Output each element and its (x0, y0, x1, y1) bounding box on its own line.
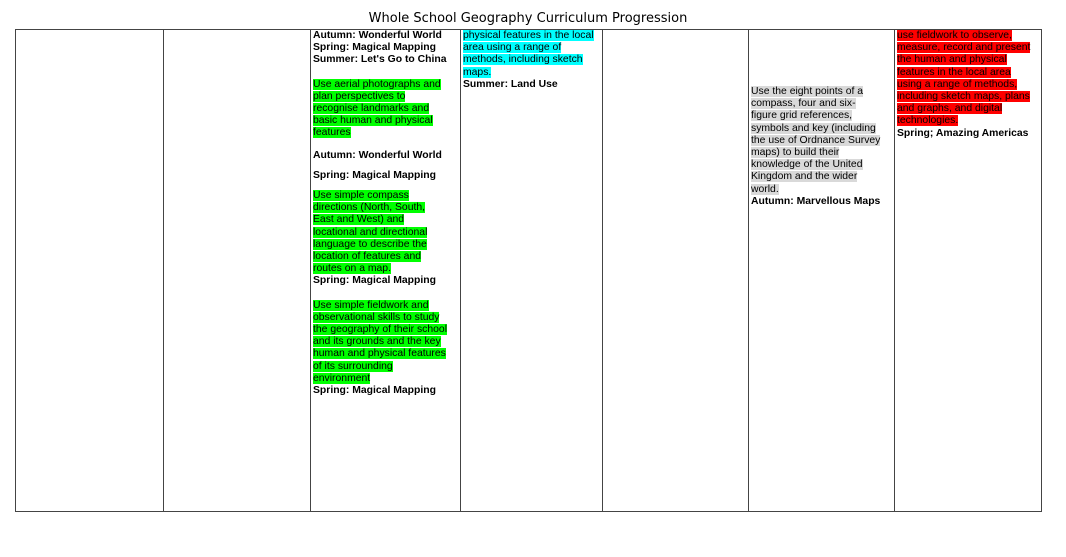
term-label: Spring: Magical Mapping (313, 385, 436, 397)
objective-text: Use simple fieldwork and observational skills to study the geography of their school and its grounds and the key human and physical features of its surrounding environment (313, 299, 448, 384)
objective-text: use fieldwork to observe, measure, record and present the human and physical features in the local area using a range of methods, including sketch maps, plans and graphs, and digital technologies. (897, 30, 1031, 127)
table-row (16, 30, 1042, 512)
table-cell-col6 (749, 30, 895, 512)
term-label: Autumn: Wonderful World (313, 149, 442, 161)
term-label: Summer: Land Use (463, 78, 558, 90)
table-cell-col5 (603, 30, 749, 512)
table-cell-col4 (461, 30, 603, 512)
term-label: Spring: Magical Mapping (313, 275, 436, 287)
term-label: Autumn: Wonderful World (313, 30, 442, 41)
curriculum-table (15, 29, 1042, 512)
table-cell-col3 (311, 30, 461, 512)
objective-text: Use simple compass directions (North, South, East and West) and locational and directional language to describe the location of features and routes on a map. (313, 190, 428, 275)
table-cell-col2 (164, 30, 311, 512)
table-cell-col7 (895, 30, 1042, 512)
table-cell-col1 (16, 30, 164, 512)
term-label: Spring: Magical Mapping (313, 169, 436, 181)
objective-text: physical features in the local area using a range of methods, including sketch maps. (463, 30, 594, 78)
term-label: Autumn: Marvellous Maps (751, 195, 881, 207)
term-label: Spring: Magical Mapping (313, 42, 436, 54)
objective-text: Use aerial photographs and plan perspectives to recognise landmarks and basic human and physical features (313, 78, 441, 139)
term-label: Summer: Let's Go to China (313, 54, 447, 66)
document-title: Whole School Geography Curriculum Progression (368, 11, 688, 26)
objective-text: Use the eight points of a compass, four and six-figure grid references, symbols and key (including the use of Ordnance Survey maps) to build their knowledge of the United Kingdom and the wider world. (751, 86, 881, 195)
term-label: Spring; Amazing Americas (897, 127, 1029, 139)
